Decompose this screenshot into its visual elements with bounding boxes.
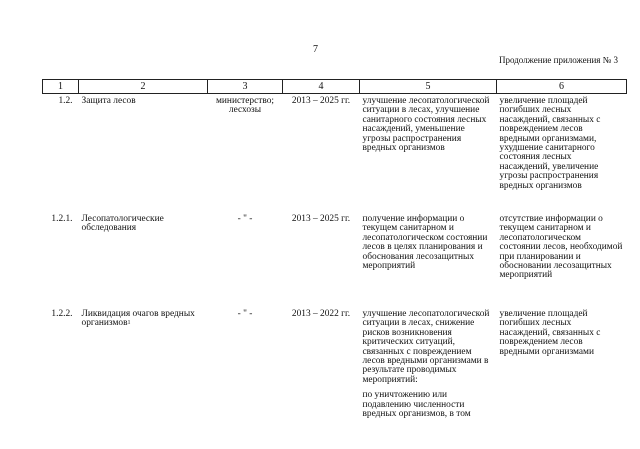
row-executor: - " - xyxy=(237,214,253,224)
header-col-1: 1 xyxy=(43,80,79,94)
header-col-3: 3 xyxy=(208,80,283,94)
table-row xyxy=(43,307,627,419)
header-col-5: 5 xyxy=(360,80,497,94)
row-name xyxy=(79,307,208,419)
row-period: 2013 – 2025 гг. xyxy=(291,214,351,224)
row-consequence: увеличение площадей погибших лесных насаждений, связанных с повреждением лесов вредными организмами xyxy=(499,309,601,357)
header-row xyxy=(43,80,627,94)
row-name-text: Ликвидация очагов вредных организмов xyxy=(81,309,195,329)
row-name-text: Лесопатологические обследования xyxy=(81,214,164,234)
row-consequence: увеличение площадей погибших лесных насаждений, связанных с повреждением лесов вредными организмами, ухудшение санитарного состояния лесных насаждений, увеличение угрозы распространения вредных организмов xyxy=(499,96,601,191)
row-executor: - " - xyxy=(237,309,253,319)
table-row xyxy=(43,212,627,307)
row-executor: министерство; лесхозы xyxy=(215,96,274,116)
row-result: улучшение лесопатологической ситуации в лесах, улучшение санитарного состояния лесных насаждений, уменьшение угрозы распространения вредных организмов xyxy=(362,96,490,154)
row-number: 1.2.2. xyxy=(51,309,73,319)
row-name xyxy=(79,94,208,213)
continuation-note: Продолжение приложения № 3 xyxy=(498,55,618,65)
row-number: 1.2. xyxy=(58,96,73,106)
row-name xyxy=(79,212,208,307)
header-col-4: 4 xyxy=(283,80,360,94)
row-result xyxy=(360,307,497,419)
header-col-6: 6 xyxy=(497,80,627,94)
row-result: получение информации о текущем санитарном и лесопатологическом состоянии лесов в целях планирования и обоснования лесозащитных мероприятий xyxy=(362,214,488,272)
row-consequence: отсутствие информации о текущем санитарном и лесопатологическом состоянии лесов, необходимой при планировании и обосновании лесозащитных мероприятий xyxy=(499,214,623,281)
row-period: 2013 – 2022 гг. xyxy=(291,309,351,319)
table-row xyxy=(43,94,627,213)
row-result-continuation: по уничтожению или подавлению численности вредных организмов, в том xyxy=(362,390,471,420)
row-number: 1.2.1. xyxy=(51,214,73,224)
row-name-text: Защита лесов xyxy=(81,96,136,106)
header-col-2: 2 xyxy=(79,80,208,94)
row-result-text: улучшение лесопатологической ситуации в лесах, снижение рисков возникновения критических ситуаций, связанных с повреждением лесов вредными организмами в результате проводимых мероприятий: xyxy=(362,309,490,385)
footnote-marker: 1 xyxy=(127,320,131,327)
page-number: 7 xyxy=(313,44,318,55)
row-period: 2013 – 2025 гг. xyxy=(291,96,351,106)
program-table xyxy=(42,79,627,419)
